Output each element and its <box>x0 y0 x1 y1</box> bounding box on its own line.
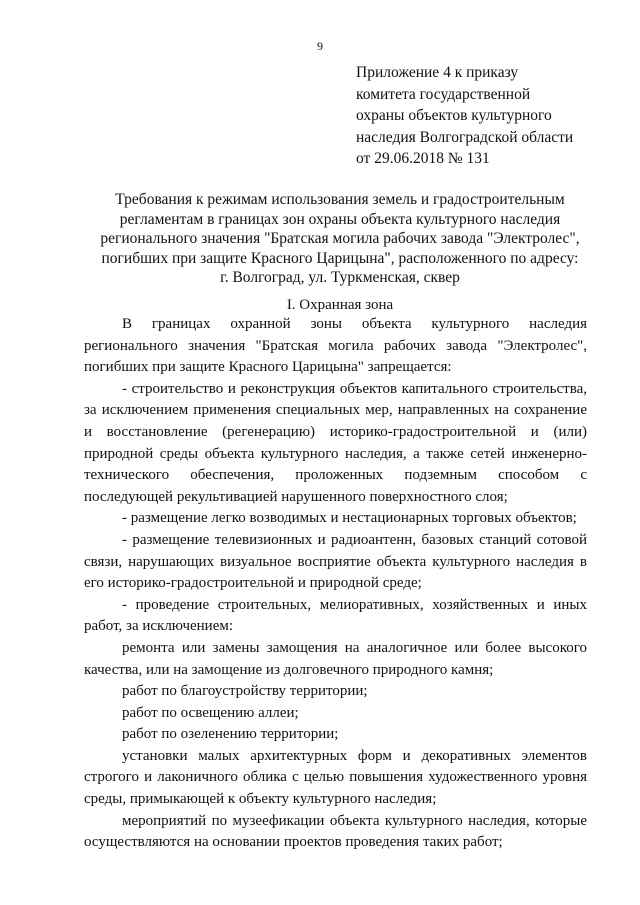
text-line: осуществляются на основании проектов проведения таких работ; <box>84 834 503 851</box>
appendix-line: от 29.06.2018 № 131 <box>356 150 490 168</box>
text-line: работ по озеленению территории; <box>122 726 339 743</box>
text-line: работ, за исключением: <box>84 618 234 635</box>
text-line: строгого и лаконичного облика с целью повышения художественного уровня <box>84 769 587 786</box>
paragraph <box>84 811 587 854</box>
text-line: - размещение телевизионных и радиоантенн, базовых станций сотовой <box>122 531 587 548</box>
text-line: В границах охранной зоны объекта культурного наследия <box>122 316 587 332</box>
text-line: погибших при защите Красного Царицына" запрещается: <box>84 359 452 376</box>
appendix-line: комитета государственной <box>356 85 531 103</box>
title-line: г. Волгоград, ул. Туркменская, сквер <box>220 269 460 286</box>
text-line: последующей рекультивацией нарушенного поверхностного слоя; <box>84 488 508 505</box>
body-text <box>84 314 587 854</box>
section-heading: I. Охранная зона <box>286 297 394 313</box>
text-line: технического обеспечения, проложенных подземным способом с <box>84 467 587 484</box>
text-line: связи, нарушающих визуальное восприятие объекта культурного наследия в <box>84 553 587 570</box>
paragraph <box>84 724 587 746</box>
title-line: погибших при защите Красного Царицына", расположенного по адресу: <box>101 249 579 267</box>
title-line: Требования к режимам использования земель и градостроительным <box>115 191 565 208</box>
document-title <box>84 190 596 288</box>
appendix-line: охраны объектов культурного <box>356 107 552 125</box>
text-line: и восстановление (регенерацию) историко-градостроительной и (или) <box>84 423 587 440</box>
text-line: работ по благоустройству территории; <box>122 683 368 700</box>
appendix-line: Приложение 4 к приказу <box>356 64 519 81</box>
paragraph <box>84 314 587 379</box>
paragraph <box>84 638 587 681</box>
title-line: регламентам в границах зон охраны объекта культурного наследия <box>119 210 561 228</box>
title-line: регионального значения "Братская могила рабочих завода "Электролес", <box>100 230 580 247</box>
text-line: работ по освещению аллеи; <box>122 704 299 721</box>
text-line: природной среды объекта культурного наследия, а также сетей инженерно- <box>84 445 587 462</box>
paragraph <box>84 681 587 703</box>
text-line: - проведение строительных, мелиоративных, хозяйственных и иных <box>122 596 587 613</box>
text-line: - размещение легко возводимых и нестационарных торговых объектов; <box>122 510 577 527</box>
text-line: за исключением применения специальных мер, направленных на сохранение <box>84 402 587 419</box>
paragraph <box>84 508 587 530</box>
paragraph <box>84 379 587 509</box>
text-line: качества, или на замощение из долговечного природного камня; <box>84 661 494 678</box>
paragraph <box>84 595 587 638</box>
text-line: ремонта или замены замощения на аналогичное или более высокого <box>122 639 587 656</box>
text-line: - строительство и реконструкция объектов капитального строительства, <box>122 380 587 397</box>
appendix-line: наследия Волгоградской области <box>356 128 574 146</box>
text-line: его историко-градостроительной и природной среде; <box>84 575 422 592</box>
paragraph <box>84 703 587 725</box>
text-line: мероприятий по музеефикации объекта культурного наследия, которые <box>122 812 587 829</box>
appendix-block <box>356 62 606 170</box>
paragraph <box>84 746 587 811</box>
text-line: среды, примыкающей к объекту культурного наследия; <box>84 791 437 808</box>
paragraph <box>84 530 587 595</box>
text-line: установки малых архитектурных форм и декоративных элементов <box>122 747 587 764</box>
page-number: 9 <box>317 39 323 53</box>
text-line: регионального значения "Братская могила рабочих завода "Электролес", <box>84 337 587 354</box>
